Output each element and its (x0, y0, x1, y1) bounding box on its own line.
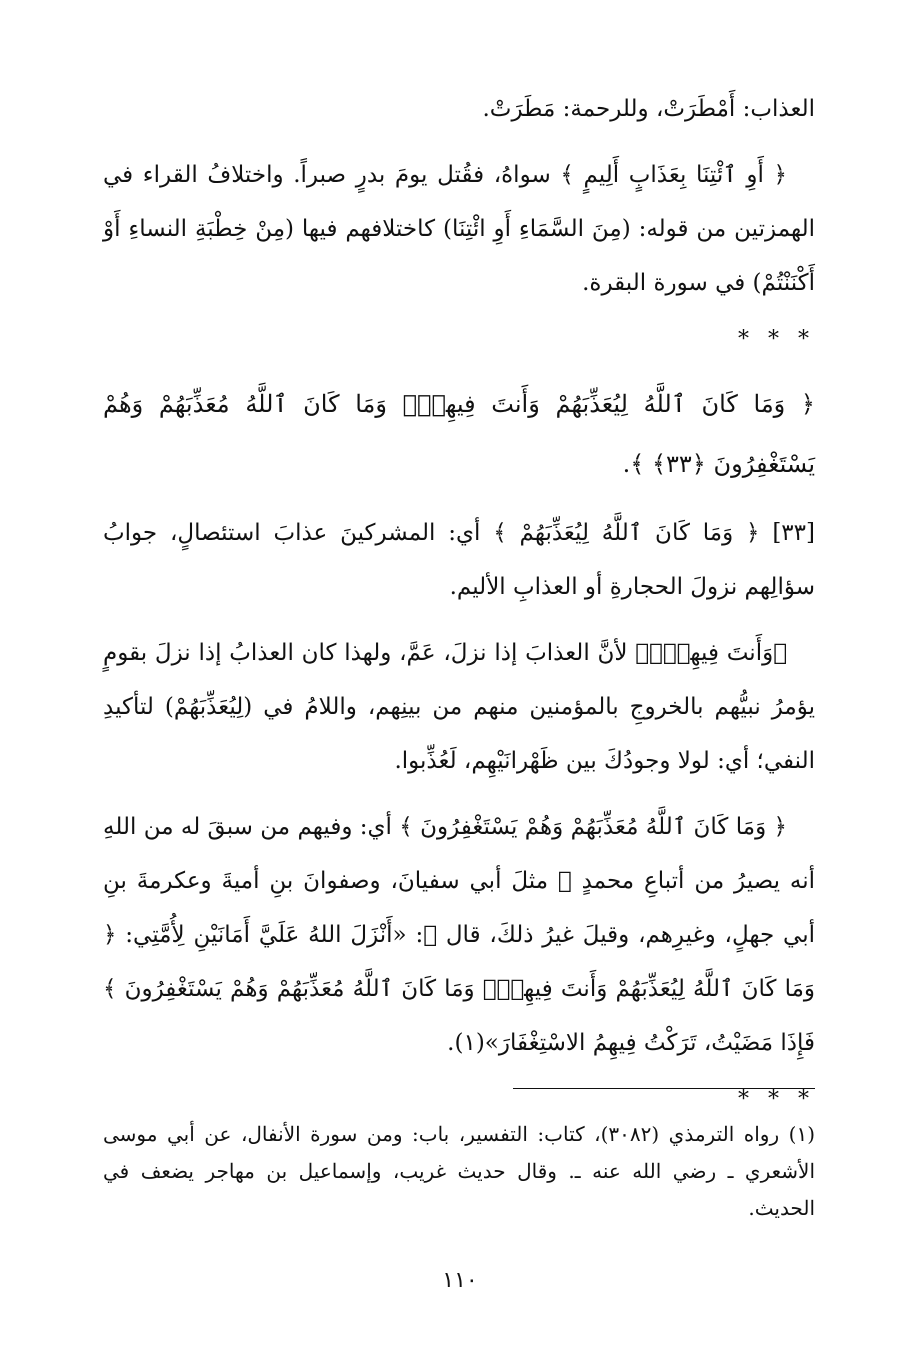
page-body (103, 82, 815, 1134)
paragraph-5: ﴿ وَمَا كَانَ ٱللَّهُ مُعَذِّبَهُمْ وَهُمْ يَسْتَغْفِرُونَ ﴾ أي: وفيهم من سبقَ له من اللهِ أنه يصيرُ من أتباعِ محمدٍ ﷺ مثلَ أبي سفيانَ، وصفوانَ بنِ أميةَ وعكرمةَ بنِ أبي جهلٍ، وغيرِهم، وقيلَ غيرُ ذلكَ، قال ﷺ: «أَنْزَلَ اللهُ عَلَيَّ أَمَانَيْنِ لِأُمَّتِي: ﴿ وَمَا كَانَ ٱللَّهُ لِيُعَذِّبَهُمْ وَأَنتَ فِيهِمْۚ وَمَا كَانَ ٱللَّهُ مُعَذِّبَهُمْ وَهُمْ يَسْتَغْفِرُونَ ﴾ فَإِذَا مَضَيْتُ، تَرَكْتُ فِيهِمُ الاسْتِغْفَارَ»(١). (103, 814, 815, 1056)
paragraph-2: ﴿ أَوِ ٱئْتِنَا بِعَذَابٍ أَلِيمٍ ﴾ سواهُ، فقُتل يومَ بدرٍ صبراً. واختلافُ القراء في الهمزتين من قوله: (مِنَ السَّمَاءِ أَوِ ائْتِنَا) كاختلافهم فيها (مِنْ خِطْبَةِ النساءِ أَوْ أَكْنَنْتُمْ) في سورة البقرة. (103, 162, 815, 296)
paragraph-4: ﴿وَأَنتَ فِيهِمْۚ﴾ لأنَّ العذابَ إذا نزلَ، عَمَّ، ولهذا كان العذابُ إذا نزلَ بقومٍ يؤمرُ نبيُّهم بالخروجِ بالمؤمنين منهم من بينِهم، واللامُ في (لِيُعَذِّبَهُمْ) لتأكيدِ النفي؛ أي: لولا وجودُكَ بين ظَهْرانَيْهِم، لَعُذِّبوا. (103, 640, 815, 774)
page-number: ١١٠ (442, 1268, 478, 1293)
section-separator-2: * * * (738, 1087, 815, 1112)
footnote-divider (513, 1088, 815, 1089)
section-separator-1: * * * (738, 327, 815, 352)
paragraph-1: العذاب: أَمْطَرَتْ، وللرحمة: مَطَرَتْ. (482, 96, 815, 122)
footnote: (١) رواه الترمذي (٣٠٨٢)، كتاب: التفسير، باب: ومن سورة الأنفال، عن أبي موسى الأشعري ـ رضي الله عنه ـ. وقال حديث غريب، وإسماعيل بن مهاجر يضعف في الحديث. (103, 1122, 815, 1220)
quran-verse: ﴿ وَمَا كَانَ ٱللَّهُ لِيُعَذِّبَهُمْ وَأَنتَ فِيهِمْۚ وَمَا كَانَ ٱللَّهُ مُعَذِّبَهُمْ وَهُمْ يَسْتَغْفِرُونَ ﴿٣٣﴾ ﴾. (103, 390, 815, 478)
paragraph-3: [٣٣] ﴿ وَمَا كَانَ ٱللَّهُ لِيُعَذِّبَهُمْ ﴾ أي: المشركينَ عذابَ استئصالٍ، جوابُ سؤالِهم نزولَ الحجارةِ أو العذابِ الأليم. (103, 520, 815, 600)
